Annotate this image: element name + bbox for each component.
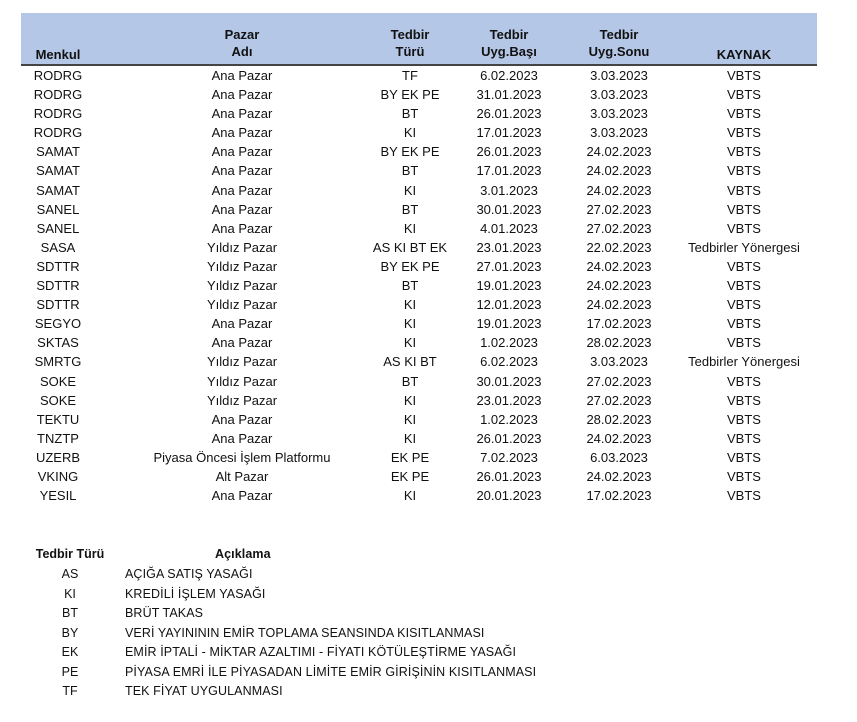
legend-code: AS — [61, 567, 79, 581]
cell-bas: 26.01.2023 — [476, 144, 542, 160]
header-pazar-line1: Pazar — [224, 27, 260, 42]
legend-code: PE — [61, 664, 79, 679]
cell-son: 17.02.2023 — [586, 488, 652, 504]
table-row — [21, 314, 817, 333]
cell-bas: 23.01.2023 — [476, 239, 542, 255]
cell-kaynak: VBTS — [727, 488, 761, 504]
cell-pazar: Yıldız Pazar — [206, 239, 278, 255]
cell-kaynak: Tedbirler Yönergesi — [688, 354, 800, 370]
legend-code-header: Tedbir Türü — [35, 547, 105, 561]
cell-menkul: UZERB — [35, 449, 81, 465]
cell-tur: BT — [401, 278, 419, 294]
cell-tur: KI — [403, 411, 417, 427]
cell-pazar: Yıldız Pazar — [206, 297, 278, 313]
cell-pazar: Yıldız Pazar — [206, 278, 278, 294]
legend-list — [30, 565, 630, 702]
cell-kaynak: Tedbirler Yönergesi — [688, 239, 800, 255]
cell-menkul: SANEL — [36, 201, 80, 217]
cell-tur: KI — [403, 125, 417, 141]
header-tur-line2: Türü — [395, 44, 425, 59]
legend-description: TEK FİYAT UYGULANMASI — [125, 684, 283, 698]
table-body — [21, 66, 817, 505]
table-header — [21, 13, 817, 66]
cell-son: 24.02.2023 — [586, 278, 652, 294]
table-row — [21, 391, 817, 410]
cell-pazar: Yıldız Pazar — [206, 354, 278, 370]
cell-son: 3.03.2023 — [590, 68, 648, 83]
cell-menkul: RODRG — [33, 106, 83, 122]
cell-son: 24.02.2023 — [586, 468, 652, 484]
table-row — [21, 142, 817, 161]
table-row — [21, 123, 817, 142]
cell-kaynak: VBTS — [727, 258, 761, 274]
cell-son: 3.03.2023 — [590, 354, 648, 370]
header-bas-line1: Tedbir — [489, 27, 529, 42]
table-row — [21, 448, 817, 467]
cell-kaynak: VBTS — [727, 411, 761, 427]
cell-tur: KI — [403, 335, 417, 351]
cell-pazar: Ana Pazar — [211, 220, 273, 236]
cell-son: 27.02.2023 — [586, 373, 652, 389]
cell-son: 27.02.2023 — [586, 201, 652, 217]
cell-pazar: Ana Pazar — [211, 411, 273, 427]
cell-menkul: RODRG — [33, 87, 83, 103]
cell-kaynak: VBTS — [727, 220, 761, 236]
cell-son: 27.02.2023 — [586, 392, 652, 408]
legend — [30, 547, 630, 702]
table-row — [21, 295, 817, 314]
cell-bas: 30.01.2023 — [476, 201, 542, 217]
legend-item — [30, 643, 630, 663]
header-menkul: Menkul — [35, 47, 81, 62]
cell-bas: 26.01.2023 — [476, 468, 542, 484]
cell-tur: KI — [403, 316, 417, 332]
cell-tur: AS KI BT EK — [372, 239, 448, 255]
cell-bas: 26.01.2023 — [476, 106, 542, 122]
cell-pazar: Ana Pazar — [211, 201, 273, 217]
table-row — [21, 219, 817, 238]
cell-menkul: TEKTU — [36, 411, 80, 427]
cell-bas: 3.01.2023 — [480, 182, 538, 198]
cell-pazar: Yıldız Pazar — [206, 373, 278, 389]
table-row — [21, 372, 817, 391]
legend-description: KREDİLİ İŞLEM YASAĞI — [125, 586, 266, 601]
cell-menkul: SAMAT — [36, 182, 80, 198]
cell-bas: 1.02.2023 — [480, 335, 538, 351]
cell-kaynak: VBTS — [727, 182, 761, 198]
legend-description: AÇIĞA SATIŞ YASAĞI — [125, 567, 253, 581]
cell-kaynak: VBTS — [727, 163, 761, 179]
legend-item — [30, 663, 630, 683]
legend-code: EK — [61, 645, 79, 659]
header-son-line2: Uyg.Sonu — [588, 44, 650, 59]
table-row — [21, 161, 817, 180]
cell-pazar: Ana Pazar — [211, 87, 273, 103]
cell-kaynak: VBTS — [727, 125, 761, 141]
cell-son: 24.02.2023 — [586, 182, 652, 198]
cell-bas: 17.01.2023 — [476, 163, 542, 179]
legend-item — [30, 682, 630, 702]
legend-code: KI — [64, 586, 76, 601]
cell-tur: BY EK PE — [380, 87, 440, 103]
cell-tur: BT — [401, 163, 419, 179]
cell-menkul: TNZTP — [37, 430, 79, 446]
legend-header — [30, 547, 630, 565]
cell-pazar: Yıldız Pazar — [206, 392, 278, 408]
cell-son: 24.02.2023 — [586, 258, 652, 274]
cell-pazar: Ana Pazar — [211, 144, 273, 160]
cell-pazar: Ana Pazar — [211, 163, 273, 179]
legend-description: VERİ YAYINININ EMİR TOPLAMA SEANSINDA KISITLANMASI — [125, 625, 485, 640]
header-son-line1: Tedbir — [599, 27, 639, 42]
table-row — [21, 66, 817, 85]
table-row — [21, 276, 817, 295]
legend-code: BT — [62, 606, 78, 620]
legend-code: TF — [62, 684, 78, 698]
cell-son: 24.02.2023 — [586, 144, 652, 160]
cell-menkul: SANEL — [36, 220, 80, 236]
legend-description: BRÜT TAKAS — [125, 606, 204, 620]
cell-menkul: SAMAT — [36, 144, 80, 160]
cell-son: 27.02.2023 — [586, 220, 652, 236]
cell-son: 24.02.2023 — [586, 297, 652, 313]
cell-kaynak: VBTS — [727, 316, 761, 332]
cell-bas: 27.01.2023 — [476, 258, 542, 274]
cell-kaynak: VBTS — [727, 392, 761, 408]
header-kaynak: KAYNAK — [716, 47, 772, 62]
cell-pazar: Ana Pazar — [211, 335, 273, 351]
cell-menkul: SMRTG — [34, 354, 82, 370]
legend-desc-header: Açıklama — [215, 547, 271, 561]
cell-kaynak: VBTS — [727, 144, 761, 160]
legend-item — [30, 624, 630, 644]
cell-menkul: RODRG — [33, 68, 83, 83]
header-bas-line2: Uyg.Başı — [481, 44, 537, 59]
cell-kaynak: VBTS — [727, 201, 761, 217]
header-tur-line1: Tedbir — [390, 27, 430, 42]
cell-bas: 30.01.2023 — [476, 373, 542, 389]
cell-pazar: Piyasa Öncesi İşlem Platformu — [153, 449, 331, 465]
cell-son: 24.02.2023 — [586, 163, 652, 179]
cell-tur: EK PE — [390, 449, 430, 465]
table-row — [21, 352, 817, 371]
cell-menkul: VKING — [37, 468, 79, 484]
cell-bas: 19.01.2023 — [476, 278, 542, 294]
cell-kaynak: VBTS — [727, 87, 761, 103]
cell-pazar: Alt Pazar — [215, 468, 269, 484]
table-row — [21, 410, 817, 429]
cell-pazar: Yıldız Pazar — [206, 258, 278, 274]
table-row — [21, 200, 817, 219]
table-row — [21, 104, 817, 123]
cell-tur: EK PE — [390, 468, 430, 484]
table-row — [21, 486, 817, 505]
cell-bas: 20.01.2023 — [476, 488, 542, 504]
legend-item — [30, 585, 630, 605]
cell-bas: 23.01.2023 — [476, 392, 542, 408]
legend-item — [30, 565, 630, 585]
cell-tur: AS KI BT — [383, 354, 437, 370]
table-row — [21, 467, 817, 486]
cell-menkul: SEGYO — [34, 316, 82, 332]
cell-bas: 1.02.2023 — [480, 411, 538, 427]
cell-menkul: SOKE — [39, 373, 77, 389]
cell-son: 28.02.2023 — [586, 335, 652, 351]
cell-son: 24.02.2023 — [586, 430, 652, 446]
cell-menkul: SASA — [40, 239, 76, 255]
cell-kaynak: VBTS — [727, 297, 761, 313]
cell-son: 3.03.2023 — [590, 125, 648, 141]
cell-tur: BY EK PE — [380, 144, 440, 160]
cell-son: 22.02.2023 — [586, 239, 652, 255]
cell-kaynak: VBTS — [727, 278, 761, 294]
cell-bas: 19.01.2023 — [476, 316, 542, 332]
cell-bas: 6.02.2023 — [480, 68, 538, 83]
cell-kaynak: VBTS — [727, 468, 761, 484]
cell-tur: KI — [403, 220, 417, 236]
cell-menkul: YESIL — [39, 488, 77, 504]
cell-menkul: SDTTR — [36, 258, 80, 274]
cell-tur: KI — [403, 392, 417, 408]
cell-kaynak: VBTS — [727, 430, 761, 446]
table-row — [21, 85, 817, 104]
table-row — [21, 238, 817, 257]
cell-son: 17.02.2023 — [586, 316, 652, 332]
cell-menkul: SAMAT — [36, 163, 80, 179]
cell-kaynak: VBTS — [727, 373, 761, 389]
cell-bas: 6.02.2023 — [480, 354, 538, 370]
cell-tur: KI — [403, 430, 417, 446]
table-row — [21, 333, 817, 352]
cell-pazar: Ana Pazar — [211, 430, 273, 446]
cell-pazar: Ana Pazar — [211, 68, 273, 83]
cell-bas: 12.01.2023 — [476, 297, 542, 313]
cell-kaynak: VBTS — [727, 68, 761, 83]
cell-kaynak: VBTS — [727, 106, 761, 122]
cell-pazar: Ana Pazar — [211, 125, 273, 141]
cell-pazar: Ana Pazar — [211, 316, 273, 332]
header-pazar-line2: Adı — [231, 44, 253, 59]
legend-description: EMİR İPTALİ - MİKTAR AZALTIMI - FİYATI KÖTÜLEŞTİRME YASAĞI — [125, 645, 517, 659]
cell-tur: TF — [402, 68, 418, 83]
cell-menkul: SDTTR — [36, 278, 80, 294]
cell-tur: BY EK PE — [380, 258, 440, 274]
measures-table — [21, 13, 817, 505]
cell-kaynak: VBTS — [727, 335, 761, 351]
cell-son: 3.03.2023 — [590, 106, 648, 122]
cell-son: 3.03.2023 — [590, 87, 648, 103]
table-row — [21, 429, 817, 448]
cell-menkul: SKTAS — [37, 335, 79, 351]
cell-pazar: Ana Pazar — [211, 488, 273, 504]
cell-pazar: Ana Pazar — [211, 106, 273, 122]
cell-tur: BT — [401, 373, 419, 389]
cell-tur: KI — [403, 297, 417, 313]
cell-bas: 17.01.2023 — [476, 125, 542, 141]
cell-tur: KI — [403, 488, 417, 504]
cell-menkul: SDTTR — [36, 297, 80, 313]
cell-menkul: SOKE — [39, 392, 77, 408]
legend-item — [30, 604, 630, 624]
legend-description: PİYASA EMRİ İLE PİYASADAN LİMİTE EMİR GİRİŞİNİN KISITLANMASI — [125, 664, 537, 679]
legend-code: BY — [61, 625, 79, 640]
cell-tur: BT — [401, 106, 419, 122]
cell-bas: 7.02.2023 — [480, 449, 538, 465]
cell-bas: 31.01.2023 — [476, 87, 542, 103]
table-row — [21, 181, 817, 200]
cell-pazar: Ana Pazar — [211, 182, 273, 198]
cell-son: 28.02.2023 — [586, 411, 652, 427]
cell-bas: 26.01.2023 — [476, 430, 542, 446]
cell-son: 6.03.2023 — [590, 449, 648, 465]
cell-menkul: RODRG — [33, 125, 83, 141]
cell-tur: BT — [401, 201, 419, 217]
table-row — [21, 257, 817, 276]
cell-tur: KI — [403, 182, 417, 198]
cell-bas: 4.01.2023 — [480, 220, 538, 236]
cell-kaynak: VBTS — [727, 449, 761, 465]
